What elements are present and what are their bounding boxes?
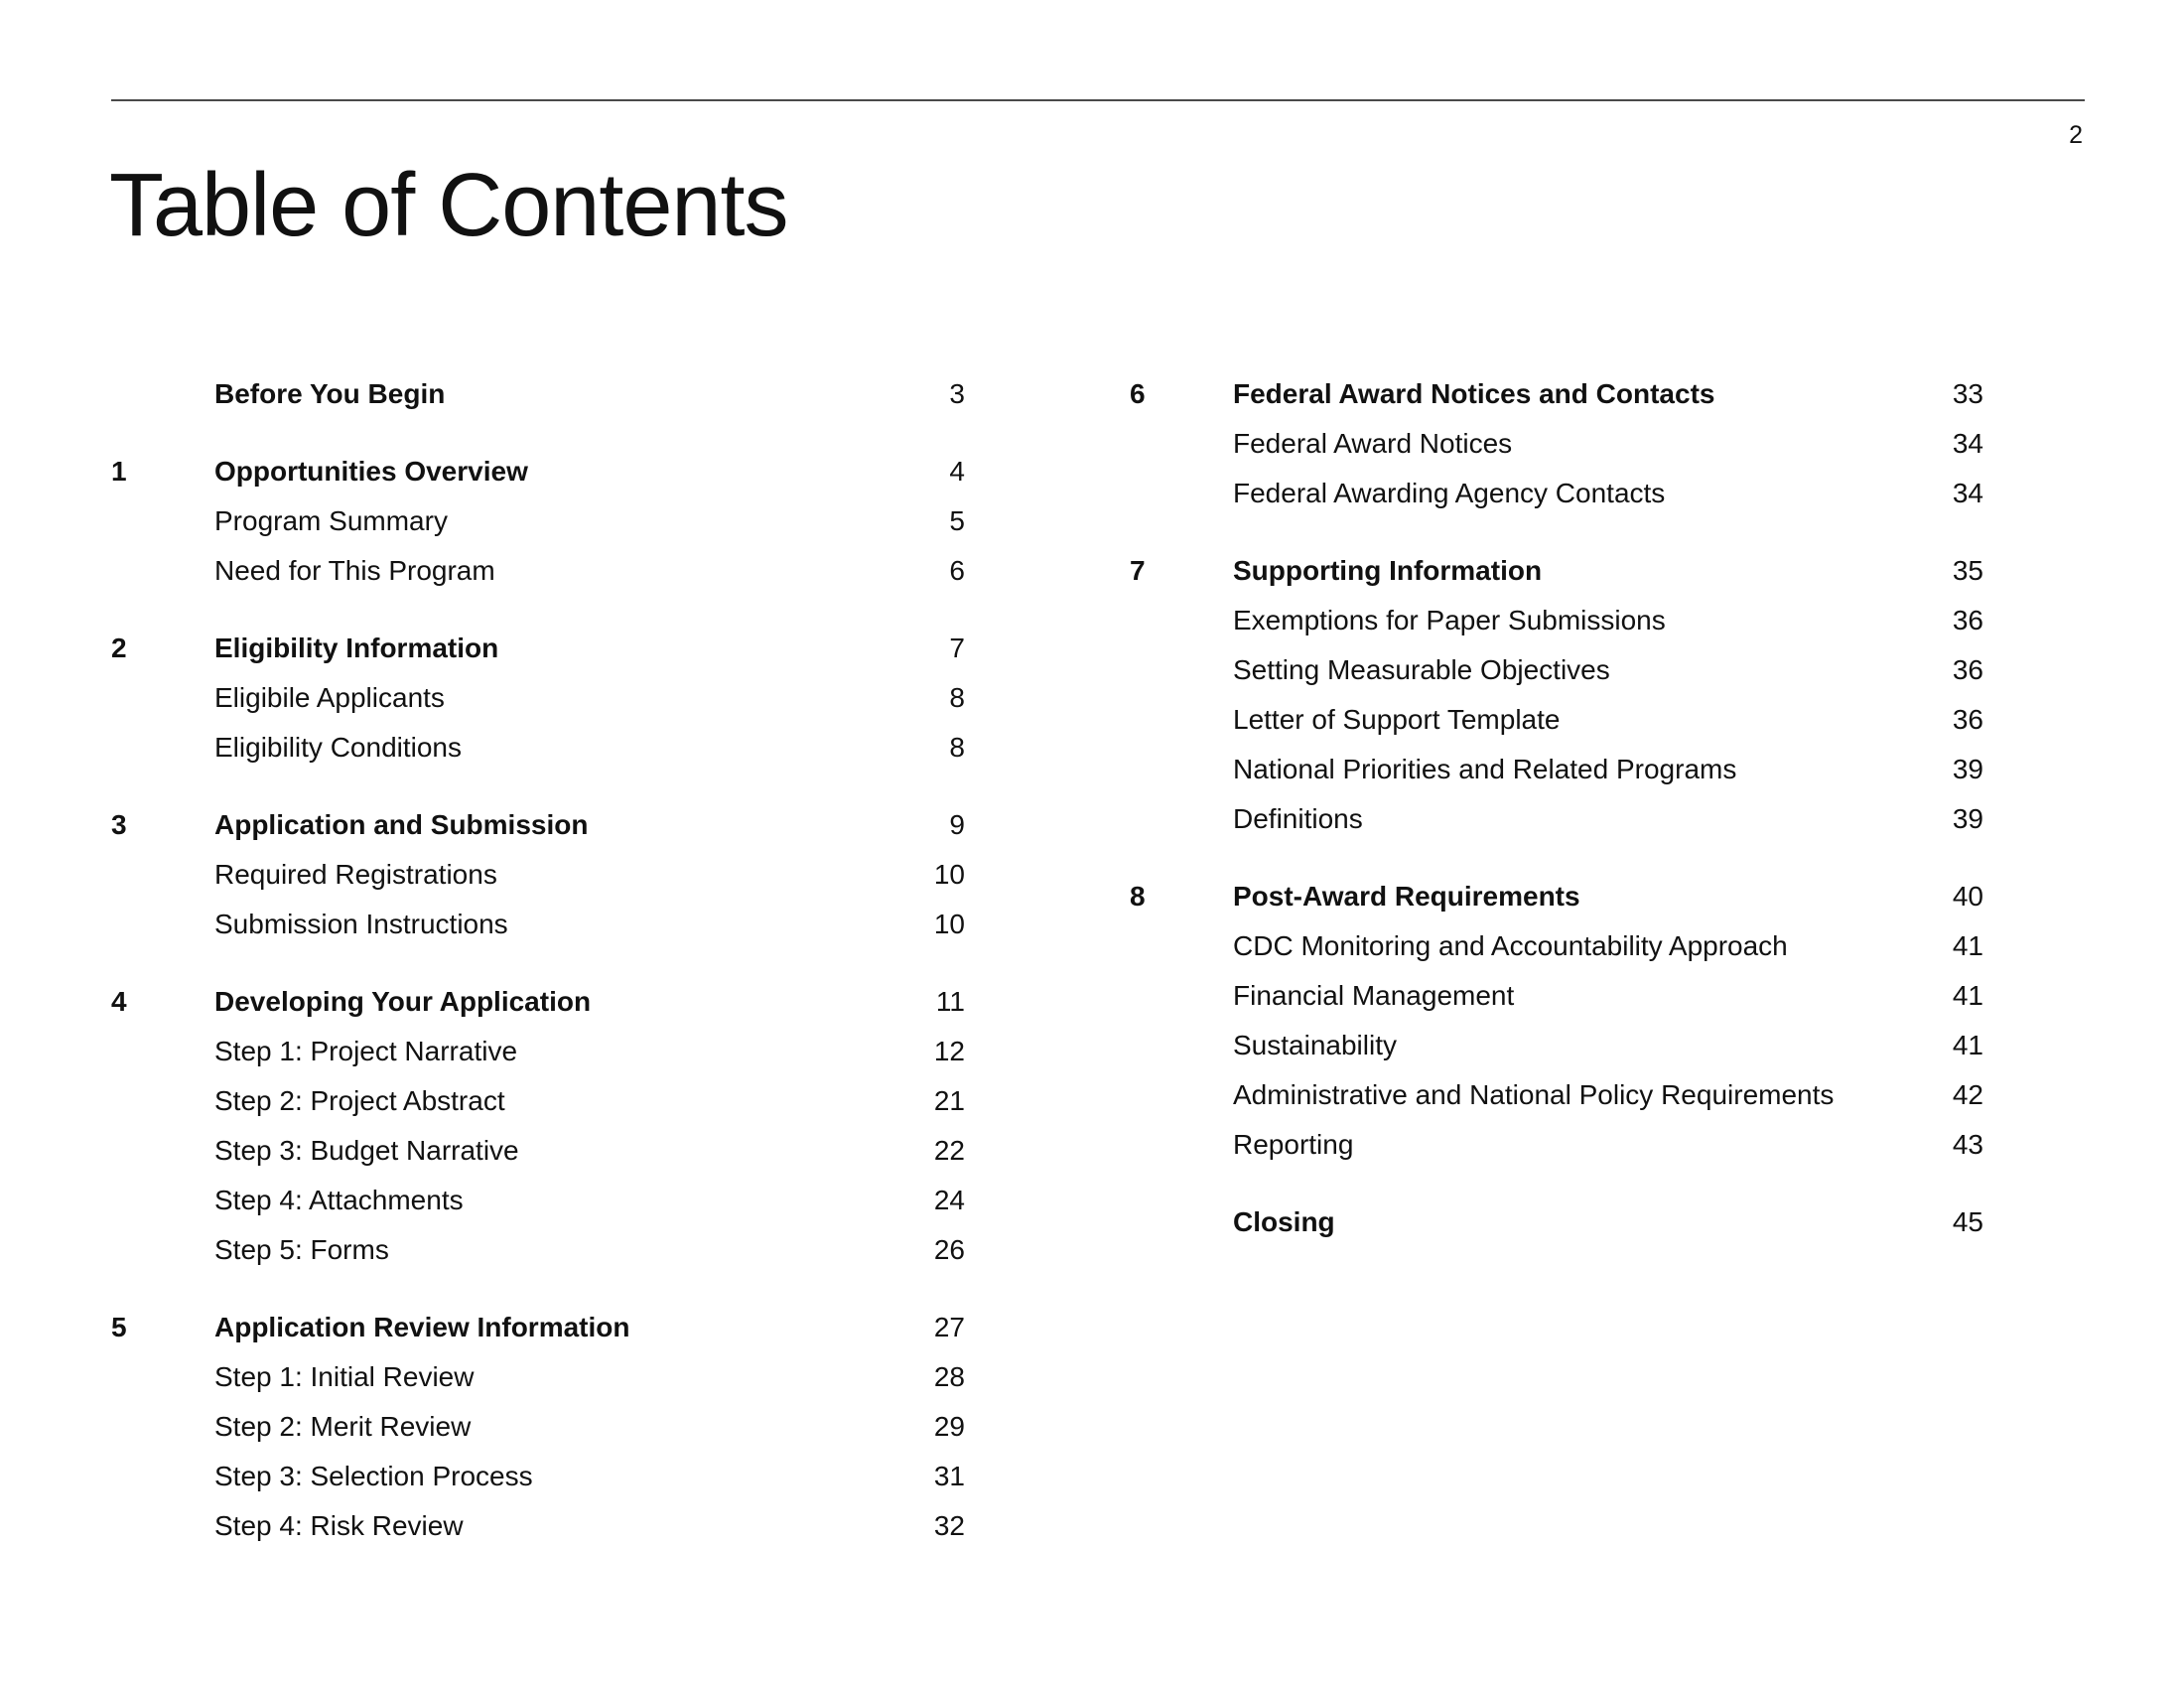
section-title: Before You Begin — [214, 378, 446, 409]
toc-entry[interactable] — [111, 1027, 965, 1076]
entry-title: Sustainability — [1233, 1030, 1397, 1060]
toc-entry[interactable] — [111, 546, 965, 596]
entry-page-number: 8 — [949, 682, 965, 713]
entry-page-number: 41 — [1952, 1030, 1983, 1060]
entry-title: Step 4: Risk Review — [214, 1510, 464, 1541]
toc-section — [111, 977, 965, 1275]
entry-title: Setting Measurable Objectives — [1233, 654, 1610, 685]
toc-section — [1130, 1197, 1983, 1247]
entry-title: Need for This Program — [214, 555, 495, 586]
section-number: 5 — [111, 1312, 127, 1342]
page-number: 2 — [2069, 121, 2083, 149]
entry-title: Reporting — [1233, 1129, 1354, 1160]
section-number: 6 — [1130, 378, 1146, 409]
toc-entry[interactable] — [1130, 1021, 1983, 1070]
entry-page-number: 22 — [933, 1135, 965, 1166]
section-number: 3 — [111, 809, 127, 840]
header-rule — [111, 99, 2085, 101]
entry-page-number: 39 — [1952, 754, 1983, 784]
entry-title: Step 1: Project Narrative — [214, 1036, 518, 1066]
toc-section — [1130, 872, 1983, 1170]
entry-title: Step 1: Initial Review — [214, 1361, 475, 1392]
section-title: Closing — [1233, 1206, 1335, 1237]
toc-entry[interactable] — [1130, 794, 1983, 844]
section-page-number: 40 — [1952, 881, 1983, 912]
entry-page-number: 24 — [933, 1185, 965, 1215]
toc-entry[interactable] — [1130, 971, 1983, 1021]
entry-page-number: 28 — [933, 1361, 965, 1392]
toc-section-heading[interactable] — [111, 624, 965, 673]
entry-page-number: 10 — [933, 859, 965, 890]
entry-page-number: 41 — [1952, 930, 1983, 961]
section-title: Supporting Information — [1233, 555, 1543, 586]
section-title: Eligibility Information — [214, 633, 499, 663]
entry-title: National Priorities and Related Programs — [1233, 754, 1737, 784]
entry-page-number: 8 — [949, 732, 965, 763]
toc-entry[interactable] — [1130, 469, 1983, 518]
section-number: 1 — [111, 456, 127, 487]
toc-section-heading[interactable] — [111, 800, 965, 850]
toc-entry[interactable] — [1130, 1120, 1983, 1170]
toc-entry[interactable] — [111, 723, 965, 773]
entry-title: Program Summary — [214, 505, 448, 536]
toc-right-column — [1130, 369, 1983, 1275]
toc-section — [1130, 369, 1983, 518]
toc-section-heading[interactable] — [111, 1303, 965, 1352]
toc-entry[interactable] — [111, 1126, 965, 1176]
toc-entry[interactable] — [1130, 745, 1983, 794]
entry-title: Eligibile Applicants — [214, 682, 445, 713]
toc-entry[interactable] — [1130, 921, 1983, 971]
section-page-number: 11 — [935, 986, 965, 1017]
section-page-number: 33 — [1952, 378, 1983, 409]
page-title: Table of Contents — [109, 156, 788, 255]
entry-title: Eligibility Conditions — [214, 732, 463, 763]
toc-entry[interactable] — [111, 1352, 965, 1402]
toc-section — [111, 1303, 965, 1551]
entry-title: Federal Awarding Agency Contacts — [1233, 478, 1666, 508]
toc-section — [1130, 546, 1983, 844]
toc-entry[interactable] — [1130, 1070, 1983, 1120]
entry-page-number: 42 — [1952, 1079, 1983, 1110]
toc-section — [111, 800, 965, 949]
toc-section — [111, 624, 965, 773]
section-page-number: 45 — [1952, 1206, 1983, 1237]
toc-entry[interactable] — [111, 1176, 965, 1225]
toc-section-heading[interactable] — [111, 447, 965, 496]
toc-entry[interactable] — [111, 1076, 965, 1126]
entry-title: Financial Management — [1233, 980, 1515, 1011]
entry-page-number: 43 — [1952, 1129, 1983, 1160]
toc-entry[interactable] — [111, 673, 965, 723]
entry-page-number: 34 — [1952, 478, 1983, 508]
entry-title: Step 2: Project Abstract — [214, 1085, 505, 1116]
toc-entry[interactable] — [111, 1402, 965, 1452]
toc-entry[interactable] — [111, 1452, 965, 1501]
entry-page-number: 32 — [933, 1510, 965, 1541]
entry-page-number: 36 — [1952, 605, 1983, 635]
toc-entry[interactable] — [111, 850, 965, 900]
entry-title: Federal Award Notices — [1233, 428, 1513, 459]
entry-title: CDC Monitoring and Accountability Approach — [1233, 930, 1788, 961]
toc-section-heading[interactable] — [1130, 369, 1983, 419]
section-number: 2 — [111, 633, 127, 663]
toc-entry[interactable] — [111, 496, 965, 546]
entry-title: Step 5: Forms — [214, 1234, 389, 1265]
toc-entry[interactable] — [111, 900, 965, 949]
section-title: Federal Award Notices and Contacts — [1233, 378, 1715, 409]
entry-page-number: 34 — [1952, 428, 1983, 459]
entry-title: Step 3: Selection Process — [214, 1461, 533, 1491]
toc-entry[interactable] — [1130, 695, 1983, 745]
entry-page-number: 6 — [949, 555, 965, 586]
section-page-number: 27 — [933, 1312, 965, 1342]
toc-section-heading[interactable] — [1130, 872, 1983, 921]
entry-page-number: 21 — [933, 1085, 965, 1116]
toc-section-heading[interactable] — [1130, 1197, 1983, 1247]
entry-title: Administrative and National Policy Requirements — [1233, 1079, 1835, 1110]
entry-title: Exemptions for Paper Submissions — [1233, 605, 1666, 635]
section-number: 7 — [1130, 555, 1146, 586]
entry-page-number: 29 — [933, 1411, 965, 1442]
section-page-number: 4 — [949, 456, 965, 487]
toc-entry[interactable] — [111, 1225, 965, 1275]
toc-section — [111, 447, 965, 596]
entry-page-number: 39 — [1952, 803, 1983, 834]
entry-page-number: 36 — [1952, 654, 1983, 685]
toc-section — [111, 369, 965, 419]
entry-page-number: 10 — [933, 909, 965, 939]
toc-section-heading[interactable] — [111, 977, 965, 1027]
section-title: Post-Award Requirements — [1233, 881, 1580, 912]
entry-title: Submission Instructions — [214, 909, 508, 939]
entry-title: Definitions — [1233, 803, 1363, 834]
toc-entry[interactable] — [1130, 645, 1983, 695]
entry-page-number: 26 — [933, 1234, 965, 1265]
toc-entry[interactable] — [111, 1501, 965, 1551]
toc-entry[interactable] — [1130, 596, 1983, 645]
section-page-number: 3 — [949, 378, 965, 409]
entry-page-number: 12 — [933, 1036, 965, 1066]
section-page-number: 35 — [1952, 555, 1983, 586]
entry-title: Step 2: Merit Review — [214, 1411, 472, 1442]
section-page-number: 9 — [949, 809, 965, 840]
section-title: Opportunities Overview — [214, 456, 528, 487]
entry-page-number: 31 — [933, 1461, 965, 1491]
entry-title: Step 4: Attachments — [214, 1185, 464, 1215]
section-number: 8 — [1130, 881, 1146, 912]
entry-title: Required Registrations — [214, 859, 497, 890]
toc-left-column — [111, 369, 965, 1579]
entry-page-number: 5 — [949, 505, 965, 536]
toc-entry[interactable] — [1130, 419, 1983, 469]
toc-section-heading[interactable] — [111, 369, 965, 419]
section-title: Application and Submission — [214, 809, 589, 840]
entry-page-number: 41 — [1952, 980, 1983, 1011]
section-page-number: 7 — [949, 633, 965, 663]
entry-title: Step 3: Budget Narrative — [214, 1135, 519, 1166]
section-title: Application Review Information — [214, 1312, 630, 1342]
entry-page-number: 36 — [1952, 704, 1983, 735]
toc-section-heading[interactable] — [1130, 546, 1983, 596]
section-title: Developing Your Application — [214, 986, 592, 1017]
section-number: 4 — [111, 986, 127, 1017]
entry-title: Letter of Support Template — [1233, 704, 1561, 735]
